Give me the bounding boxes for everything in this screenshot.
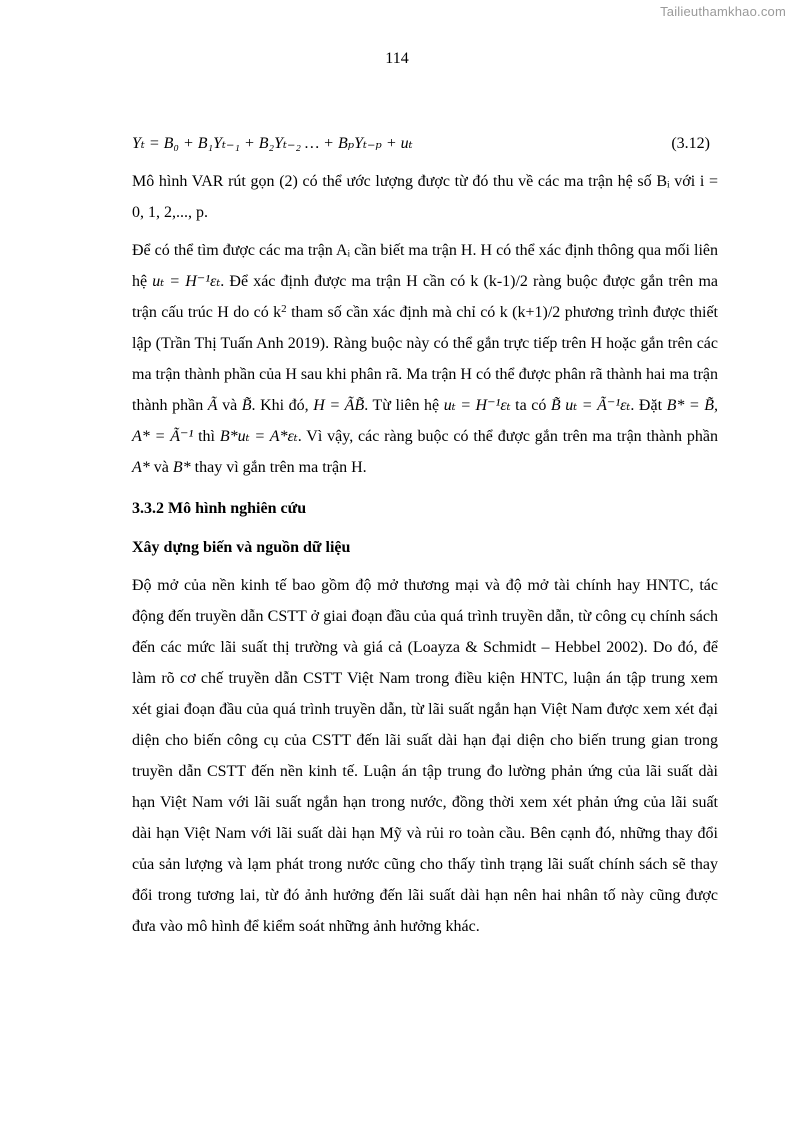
equation-3-12 [132,128,718,159]
text: . Đặt [630,397,667,414]
text: thay vì gắn trên ma trận H. [190,459,367,476]
math-inline: B̃ [241,397,252,414]
subheading: Xây dựng biến và nguồn dữ liệu [132,539,351,556]
page-number: 114 [385,50,409,67]
text: . Để xác định được ma trận H cần có k (k-1)/2 ràng buộc được gắn trên ma trận cấu trúc H do có k [132,273,718,321]
text: . Từ liên hệ [364,397,444,414]
math-inline: H = ÃB̃ [313,397,365,414]
text: . Khi đó, [251,397,314,414]
superscript: 2 [281,303,287,315]
equation-number: (3.12) [671,135,710,152]
paragraph-variables: Độ mở của nền kinh tế bao gồm độ mở thương mại và độ mở tài chính hay HNTC, tác động đến truyền dẫn CSTT ở giai đoạn đầu của quá trình truyền dẫn, từ công cụ chính sách đến các mức lãi suất thị trường và giá cả (Loayza & Schmidt – Hebbel 2002). Do đó, để làm rõ cơ chế truyền dẫn CSTT Việt Nam trong điều kiện HNTC, luận án tập trung xem xét giai đoạn đầu của quá trình truyền dẫn, từ lãi suất ngắn hạn Việt Nam được xem xét đại diện cho biến công cụ của CSTT đến lãi suất dài hạn đại diện cho biến trung gian trong truyền dẫn CSTT đến nền kinh tế. Luận án tập trung đo lường phản ứng của lãi suất dài hạn Việt Nam với lãi suất ngắn hạn trong nước, đồng thời xem xét phản ứng của lãi suất dài hạn Việt Nam với lãi suất dài hạn Mỹ và rủi ro toàn cầu. Bên cạnh đó, những thay đổi của sản lượng và lạm phát trong nước cũng cho thấy tình trạng lãi suất chính sách sẽ thay đổi trong tương lai, từ đó ảnh hưởng đến lãi suất dài hạn nên hai nhân tố này cũng được đưa vào mô hình để kiểm soát những ảnh hưởng khác. [132,577,718,935]
math-inline: Ã [207,397,218,414]
math-inline: uₜ = H⁻¹εₜ [152,273,221,290]
paragraph-matrix-h [132,235,718,483]
text: tham số cần xác định mà chỉ có k (k+1)/2 phương trình được thiết lập (Trần Thị Tuấn Anh 2019). Ràng buộc này có thể gắn trực tiếp trên H hoặc gắn trên các ma trận thành phần của H sau khi phân rã. Ma trận H có thể được phân rã thành hai ma trận thành phần [132,304,718,414]
text: . Vì vậy, các ràng buộc có thể được gắn trên ma trận thành phần [297,428,718,445]
math-inline: B*uₜ = A*εₜ [219,428,298,445]
math-inline: uₜ = H⁻¹εₜ [443,397,511,414]
text: và [149,459,173,476]
text: thì [193,428,220,445]
equation-formula: Yₜ = B₀ + B₁Yₜ₋₁ + B₂Yₜ₋₂ … + BₚYₜ₋ₚ + uₜ [132,135,413,152]
math-inline: B* = B̃, A* = Ã⁻¹ [132,397,719,445]
paragraph-var-reduced: Mô hình VAR rút gọn (2) có thể ước lượng được từ đó thu về các ma trận hệ số Bᵢ với i = 0, 1, 2,..., p. [132,173,718,221]
page-content [132,128,718,942]
section-heading: 3.3.2 Mô hình nghiên cứu [132,500,307,517]
watermark: Tailieuthamkhao.com [660,4,786,19]
text: Để có thể tìm được các ma trận Aᵢ cần biết ma trận H. H có thể xác định thông qua mối liên hệ [132,242,718,290]
text: và [217,397,242,414]
text: ta có [510,397,551,414]
math-inline: A* [132,459,150,476]
math-inline: B̃ uₜ = Ã⁻¹εₜ [550,397,631,414]
math-inline: B* [172,459,191,476]
